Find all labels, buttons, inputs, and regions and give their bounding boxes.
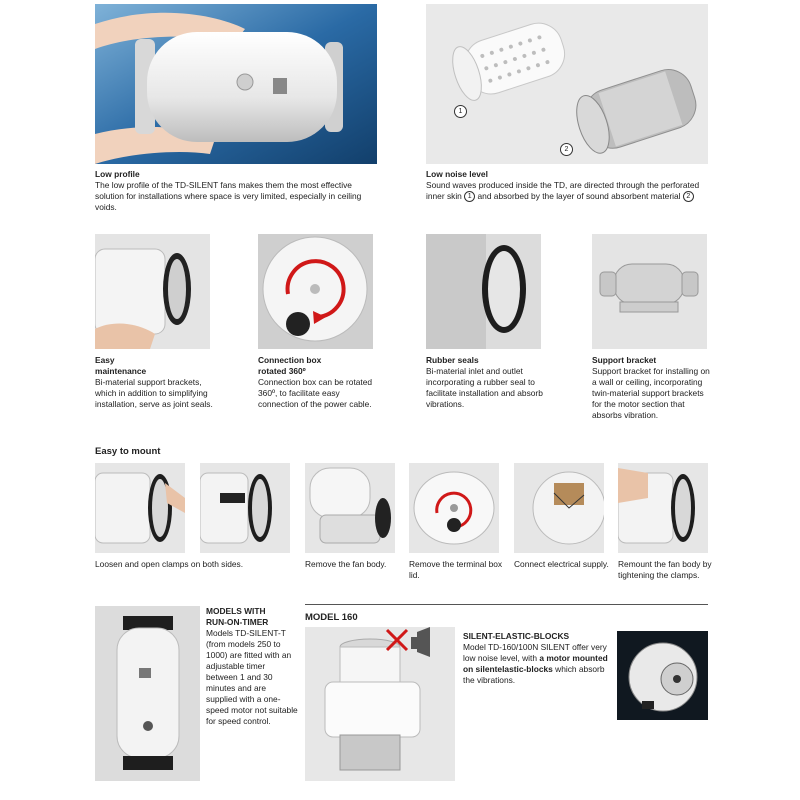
model160-heading: MODEL 160 [305,612,358,623]
timer-title-1: MODELS WITH [206,606,266,616]
mount-photo-5 [514,463,604,553]
timer-title-2: RUN-ON-TIMER [206,617,269,627]
model160-rule [305,604,708,605]
model160-caption [463,631,608,686]
mount-photo-4 [409,463,499,553]
low-noise-caption [426,169,708,202]
timer-caption [206,606,298,727]
feature-connection-box [258,355,373,410]
low-profile-caption [95,169,377,213]
feature-title: Rubber seals [426,355,479,365]
model160-text-1: Model TD-160/100N SILENT offer very low noise level, with [463,642,607,663]
easy-to-mount-heading: Easy to mount [95,446,161,457]
connection-box-photo [258,234,373,349]
feature-text: Connection box can be rotated 360º, to facilitate easy connection of the power cable. [258,377,373,409]
feature-rubber-seals [426,355,551,410]
feature-text: Bi-material support brackets, which in addition to simplifying installation, serve as joint seals. [95,377,213,409]
mount-photo-1 [95,463,185,553]
low-noise-photo [426,4,708,164]
low-noise-text-2: and absorbed by the layer of sound absorbent material [477,191,681,201]
support-bracket-photo [592,234,707,349]
low-profile-text: The low profile of the TD-SILENT fans makes them the most effective solution for installations where space is very limited, especially in ceiling voids. [95,180,362,212]
feature-support-bracket [592,355,710,421]
mount-step-2: Remove the fan body. [305,559,387,569]
timer-model-photo [95,606,200,781]
mount-photo-3 [305,463,395,553]
rubber-seals-photo [426,234,541,349]
mount-photo-2 [200,463,290,553]
timer-text: Models TD-SILENT-T (from models 250 to 1000) are fitted with an adjustable timer between 1 and 30 minutes and are supplied with a one-speed motor not suitable for speed control. [206,628,298,726]
mount-step-4: Connect electrical supply. [514,559,609,569]
mount-step-3: Remove the terminal box lid. [409,559,503,580]
marker-2: 2 [683,191,694,202]
img-marker-2: 2 [560,143,573,156]
img-marker-1: 1 [454,105,467,118]
feature-title: Support bracket [592,355,657,365]
mount-step-5: Remount the fan body by tightening the clamps. [618,559,712,580]
feature-title: rotated 360º [258,366,306,376]
mount-step-1: Loosen and open clamps on both sides. [95,559,244,569]
model160-text-bold: a motor mounted on silentelastic-blocks [463,653,608,674]
low-profile-photo [95,4,377,164]
feature-text: Support bracket for installing on a wall or ceiling, incorporating twin-material support brackets for the motor section that absorbs vibration. [592,366,710,420]
mount-photo-6 [618,463,708,553]
model160-title: SILENT-ELASTIC-BLOCKS [463,631,570,641]
model160-text-2: which absorb the vibrations. [463,664,605,685]
feature-title: maintenance [95,366,147,376]
feature-text: Bi-material inlet and outlet incorporating a rubber seal to facilitate installation and absorb vibrations. [426,366,543,409]
elastic-blocks-photo [617,631,708,720]
easy-maintenance-photo [95,234,210,349]
feature-title: Easy [95,355,115,365]
low-noise-text-1: Sound waves produced inside the TD, are directed through the perforated inner skin [426,180,700,201]
feature-title: Connection box [258,355,322,365]
marker-1: 1 [464,191,475,202]
low-profile-title: Low profile [95,169,140,179]
feature-easy-maintenance [95,355,220,410]
low-noise-title: Low noise level [426,169,488,179]
model160-photo [305,627,455,781]
